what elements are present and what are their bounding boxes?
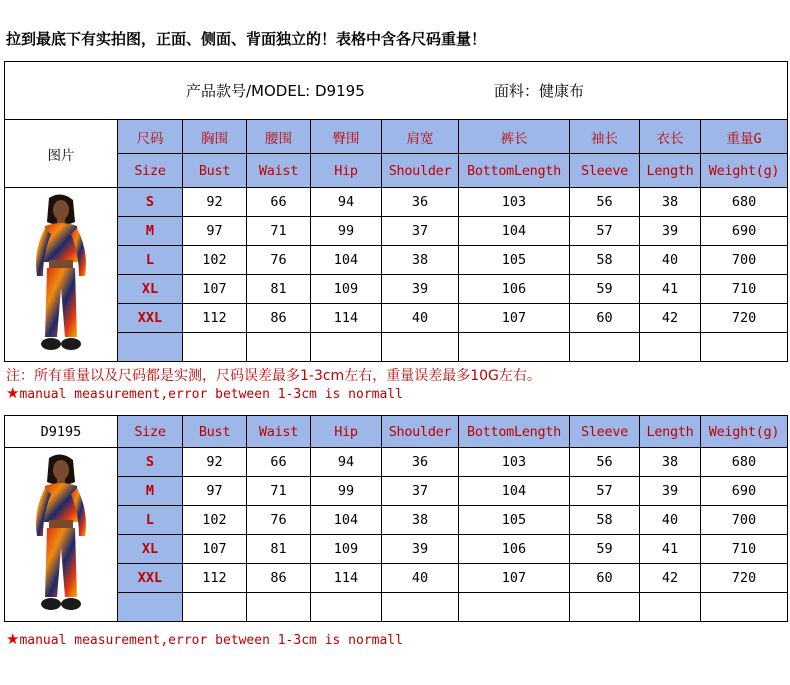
header-en: Weight(g)	[701, 154, 788, 188]
data-cell: 39	[640, 477, 701, 506]
data-cell: 76	[247, 506, 311, 535]
star-icon: ★	[6, 630, 20, 648]
data-cell: 42	[640, 304, 701, 333]
data-cell: 105	[459, 246, 570, 275]
model-number-title: 产品款号/MODEL: D9195	[186, 82, 365, 100]
header-cn: 袖长	[570, 120, 640, 154]
data-cell: 57	[570, 477, 640, 506]
size-cell: XXL	[118, 304, 183, 333]
header-en: Waist	[247, 154, 311, 188]
fabric-title: 面料：健康布	[494, 82, 585, 100]
data-cell: 42	[640, 564, 701, 593]
model-photo	[5, 188, 118, 362]
data-cell: 104	[311, 246, 382, 275]
data-cell: 38	[640, 448, 701, 477]
header-en: BottomLength	[459, 154, 570, 188]
empty-cell	[701, 593, 788, 622]
header-en: Size	[118, 154, 183, 188]
header-cn: 臀围	[311, 120, 382, 154]
size-cell: S	[118, 188, 183, 217]
data-cell: 37	[382, 477, 459, 506]
empty-cell	[640, 333, 701, 362]
data-cell: 107	[183, 275, 247, 304]
header-cn: 腰围	[247, 120, 311, 154]
data-cell: 71	[247, 217, 311, 246]
size-table-2	[4, 415, 788, 622]
header-en: Size	[118, 416, 183, 448]
empty-cell	[382, 333, 459, 362]
empty-cell	[459, 333, 570, 362]
data-cell: 107	[459, 304, 570, 333]
data-cell: 39	[640, 217, 701, 246]
size-cell: L	[118, 246, 183, 275]
data-cell: 57	[570, 217, 640, 246]
size-table-1	[4, 61, 788, 362]
empty-cell	[311, 593, 382, 622]
header-en: BottomLength	[459, 416, 570, 448]
data-cell: 700	[701, 246, 788, 275]
top-note: 拉到最底下有实拍图，正面、侧面、背面独立的！表格中含各尺码重量！	[6, 30, 487, 48]
header-cn: 肩宽	[382, 120, 459, 154]
header-en: Weight(g)	[701, 416, 788, 448]
header-en: Shoulder	[382, 416, 459, 448]
data-cell: 81	[247, 535, 311, 564]
data-cell: 690	[701, 477, 788, 506]
data-cell: 114	[311, 304, 382, 333]
data-cell: 60	[570, 564, 640, 593]
data-cell: 97	[183, 477, 247, 506]
size-cell: S	[118, 448, 183, 477]
size-cell: M	[118, 217, 183, 246]
data-cell: 66	[247, 188, 311, 217]
empty-cell	[247, 593, 311, 622]
empty-cell	[459, 593, 570, 622]
header-en: Length	[640, 154, 701, 188]
data-cell: 38	[382, 246, 459, 275]
header-cn: 胸围	[183, 120, 247, 154]
data-cell: 37	[382, 217, 459, 246]
data-cell: 81	[247, 275, 311, 304]
note-en-text: manual measurement,error between 1-3cm is normall	[19, 387, 403, 402]
empty-cell	[382, 593, 459, 622]
data-cell: 76	[247, 246, 311, 275]
model-photo-image	[19, 452, 103, 618]
data-cell: 56	[570, 188, 640, 217]
data-cell: 41	[640, 535, 701, 564]
data-cell: 103	[459, 448, 570, 477]
star-icon: ★	[6, 384, 20, 402]
data-cell: 700	[701, 506, 788, 535]
note-en-text: manual measurement,error between 1-3cm is normall	[19, 633, 403, 648]
empty-size-cell	[118, 333, 183, 362]
empty-cell	[570, 333, 640, 362]
data-cell: 102	[183, 506, 247, 535]
picture-label: 图片	[5, 120, 118, 188]
data-cell: 106	[459, 275, 570, 304]
data-cell: 104	[311, 506, 382, 535]
data-cell: 58	[570, 246, 640, 275]
data-cell: 94	[311, 188, 382, 217]
data-cell: 92	[183, 448, 247, 477]
data-cell: 103	[459, 188, 570, 217]
data-cell: 58	[570, 506, 640, 535]
measurement-note-en-2	[6, 629, 403, 648]
data-cell: 104	[459, 477, 570, 506]
header-cn: 衣长	[640, 120, 701, 154]
data-cell: 109	[311, 275, 382, 304]
data-cell: 104	[459, 217, 570, 246]
size-cell: XXL	[118, 564, 183, 593]
data-cell: 38	[382, 506, 459, 535]
empty-cell	[183, 593, 247, 622]
measurement-note-cn: 注：所有重量以及尺码都是实测，尺码误差最多1-3cm左右，重量误差最多10G左右。	[6, 368, 541, 384]
data-cell: 71	[247, 477, 311, 506]
data-cell: 107	[183, 535, 247, 564]
data-cell: 680	[701, 448, 788, 477]
data-cell: 40	[382, 564, 459, 593]
data-cell: 59	[570, 275, 640, 304]
data-cell: 710	[701, 275, 788, 304]
data-cell: 112	[183, 304, 247, 333]
header-en: Hip	[311, 416, 382, 448]
data-cell: 40	[640, 506, 701, 535]
size-cell: XL	[118, 535, 183, 564]
empty-cell	[701, 333, 788, 362]
data-cell: 720	[701, 564, 788, 593]
empty-cell	[311, 333, 382, 362]
data-cell: 680	[701, 188, 788, 217]
data-cell: 112	[183, 564, 247, 593]
data-cell: 56	[570, 448, 640, 477]
header-en: Sleeve	[570, 416, 640, 448]
header-en: Waist	[247, 416, 311, 448]
header-en: Shoulder	[382, 154, 459, 188]
data-cell: 710	[701, 535, 788, 564]
table-title-row	[5, 62, 788, 120]
data-cell: 39	[382, 275, 459, 304]
model-photo	[5, 448, 118, 622]
data-cell: 86	[247, 304, 311, 333]
data-cell: 59	[570, 535, 640, 564]
data-cell: 86	[247, 564, 311, 593]
empty-cell	[183, 333, 247, 362]
data-cell: 102	[183, 246, 247, 275]
data-cell: 99	[311, 477, 382, 506]
header-cn: 尺码	[118, 120, 183, 154]
data-cell: 97	[183, 217, 247, 246]
empty-cell	[640, 593, 701, 622]
data-cell: 36	[382, 188, 459, 217]
data-cell: 36	[382, 448, 459, 477]
data-cell: 94	[311, 448, 382, 477]
size-cell: XL	[118, 275, 183, 304]
data-cell: 99	[311, 217, 382, 246]
data-cell: 40	[640, 246, 701, 275]
model-label: D9195	[5, 416, 118, 448]
header-en: Hip	[311, 154, 382, 188]
data-cell: 60	[570, 304, 640, 333]
header-en: Sleeve	[570, 154, 640, 188]
data-cell: 720	[701, 304, 788, 333]
model-photo-image	[19, 192, 103, 358]
data-cell: 92	[183, 188, 247, 217]
empty-cell	[570, 593, 640, 622]
header-cn: 重量G	[701, 120, 788, 154]
measurement-note-en-1	[6, 383, 403, 402]
size-cell: M	[118, 477, 183, 506]
header-en: Bust	[183, 154, 247, 188]
data-cell: 690	[701, 217, 788, 246]
data-cell: 40	[382, 304, 459, 333]
data-cell: 109	[311, 535, 382, 564]
data-cell: 39	[382, 535, 459, 564]
size-cell: L	[118, 506, 183, 535]
data-cell: 41	[640, 275, 701, 304]
data-cell: 105	[459, 506, 570, 535]
empty-size-cell	[118, 593, 183, 622]
data-cell: 66	[247, 448, 311, 477]
header-en: Length	[640, 416, 701, 448]
data-cell: 106	[459, 535, 570, 564]
data-cell: 107	[459, 564, 570, 593]
header-en: Bust	[183, 416, 247, 448]
data-cell: 38	[640, 188, 701, 217]
empty-cell	[247, 333, 311, 362]
header-cn: 裤长	[459, 120, 570, 154]
data-cell: 114	[311, 564, 382, 593]
